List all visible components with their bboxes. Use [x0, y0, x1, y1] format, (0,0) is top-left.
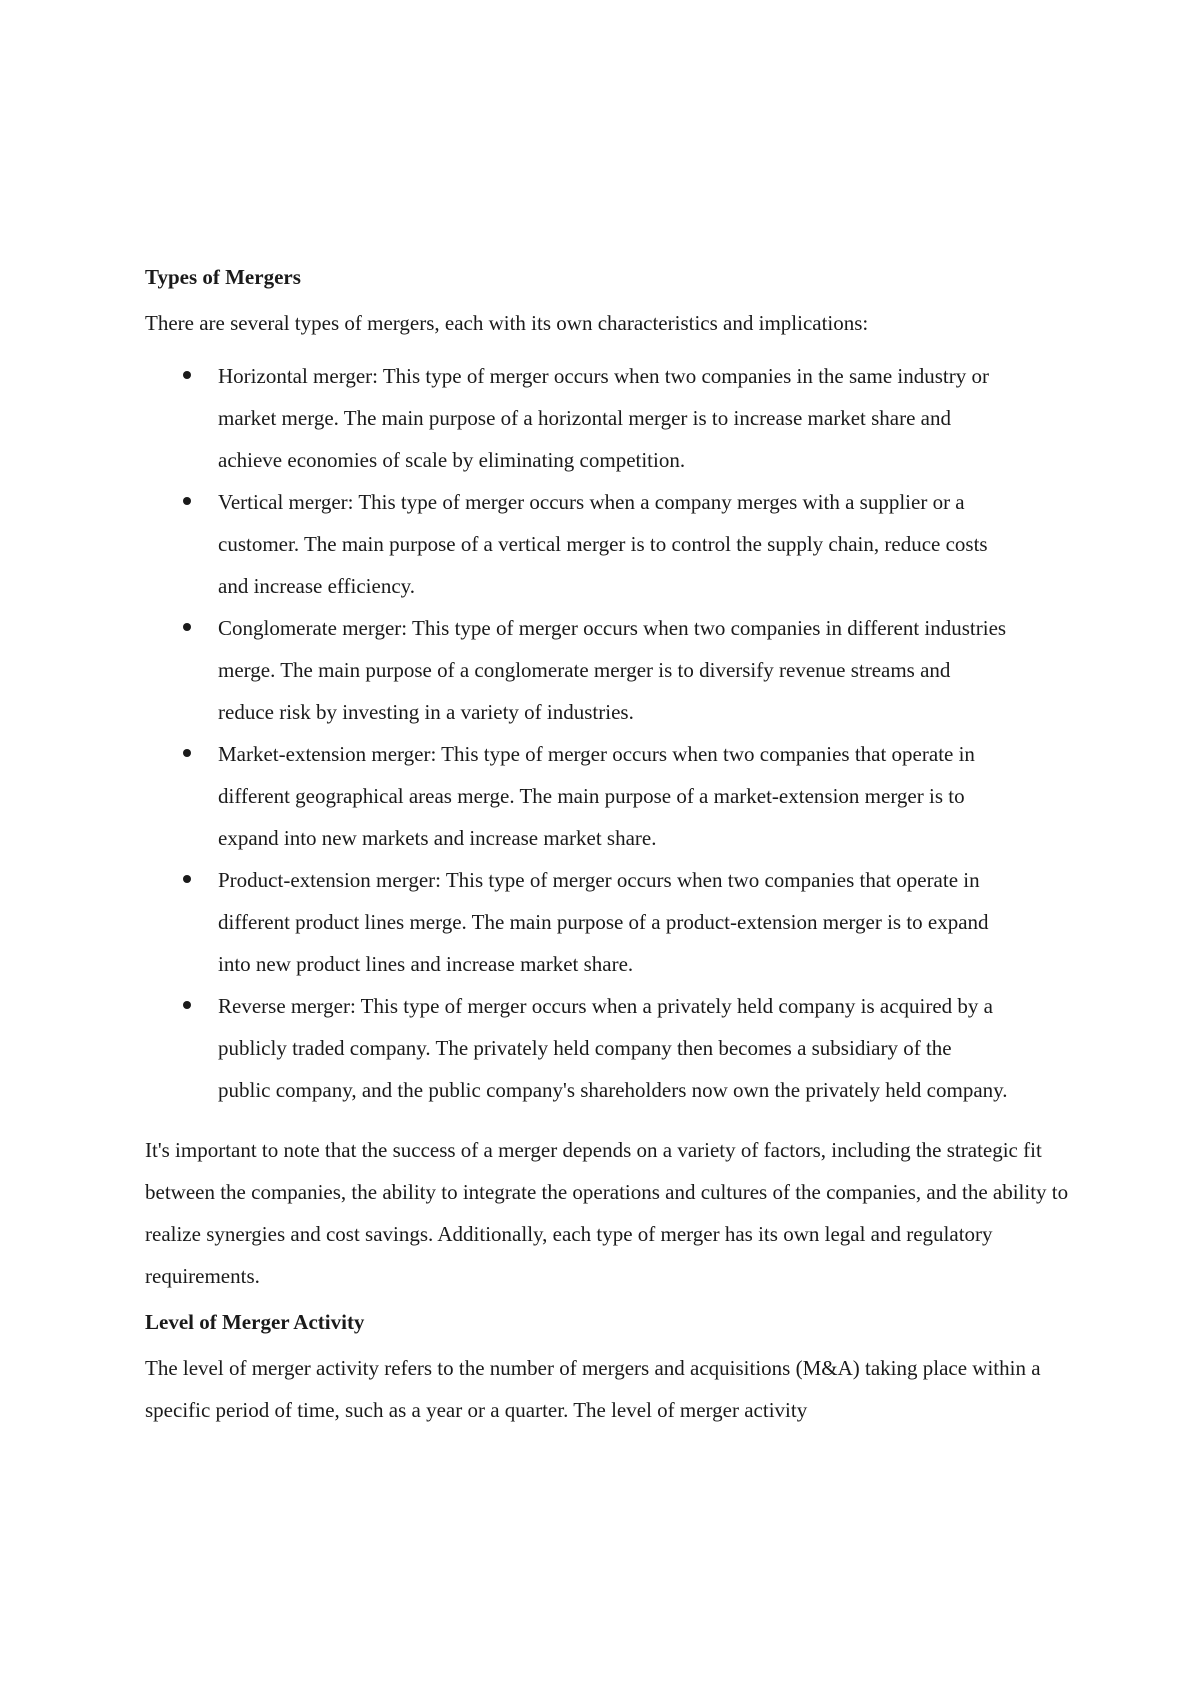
document-body	[145, 263, 1070, 1442]
list-item-vertical-merger	[145, 481, 1008, 607]
bullet-icon	[183, 749, 191, 757]
list-item-conglomerate-merger	[145, 607, 1008, 733]
closing-paragraph: It's important to note that the success of a merger depends on a variety of factors, including the strategic fit between the companies, the ability to integrate the operations and cultures of the companies, and the ability to realize synergies and cost savings. Additionally, each type of merger has its own legal and regulatory requirements.	[145, 1138, 1069, 1288]
merger-types-list	[145, 355, 1070, 1111]
bullet-icon	[183, 623, 191, 631]
list-item-text: Product-extension merger: This type of merger occurs when two companies that operate in different product lines merge. The main purpose of a product-extension merger is to expand into new product lines and increase market share.	[218, 868, 989, 976]
section-heading-level-of-merger-activity: Level of Merger Activity	[145, 1310, 365, 1334]
list-item-product-extension-merger	[145, 859, 1008, 985]
section-heading-types-of-mergers: Types of Mergers	[145, 265, 301, 289]
list-item-market-extension-merger	[145, 733, 1008, 859]
list-item-text: Vertical merger: This type of merger occurs when a company merges with a supplier or a customer. The main purpose of a vertical merger is to control the supply chain, reduce costs and increase efficiency.	[218, 490, 988, 598]
list-item-text: Market-extension merger: This type of merger occurs when two companies that operate in different geographical areas merge. The main purpose of a market-extension merger is to expand into new markets and increase market share.	[218, 742, 975, 850]
list-item-text: Horizontal merger: This type of merger occurs when two companies in the same industry or market merge. The main purpose of a horizontal merger is to increase market share and achieve economies of scale by eliminating competition.	[218, 364, 989, 472]
bullet-icon	[183, 1001, 191, 1009]
list-item-reverse-merger	[145, 985, 1008, 1111]
bullet-icon	[183, 371, 191, 379]
list-item-text: Reverse merger: This type of merger occurs when a privately held company is acquired by a publicly traded company. The privately held company then becomes a subsidiary of the public company, and the public company's shareholders now own the privately held company.	[218, 994, 1008, 1102]
intro-paragraph: There are several types of mergers, each with its own characteristics and implications:	[145, 311, 869, 335]
list-item-text: Conglomerate merger: This type of merger occurs when two companies in different industries merge. The main purpose of a conglomerate merger is to diversify revenue streams and reduce risk by investing in a variety of industries.	[218, 616, 1007, 724]
merger-activity-paragraph: The level of merger activity refers to the number of mergers and acquisitions (M&A) taking place within a specific period of time, such as a year or a quarter. The level of merger activity	[145, 1356, 1041, 1422]
bullet-icon	[183, 497, 191, 505]
list-item-horizontal-merger	[145, 355, 1008, 481]
bullet-icon	[183, 875, 191, 883]
